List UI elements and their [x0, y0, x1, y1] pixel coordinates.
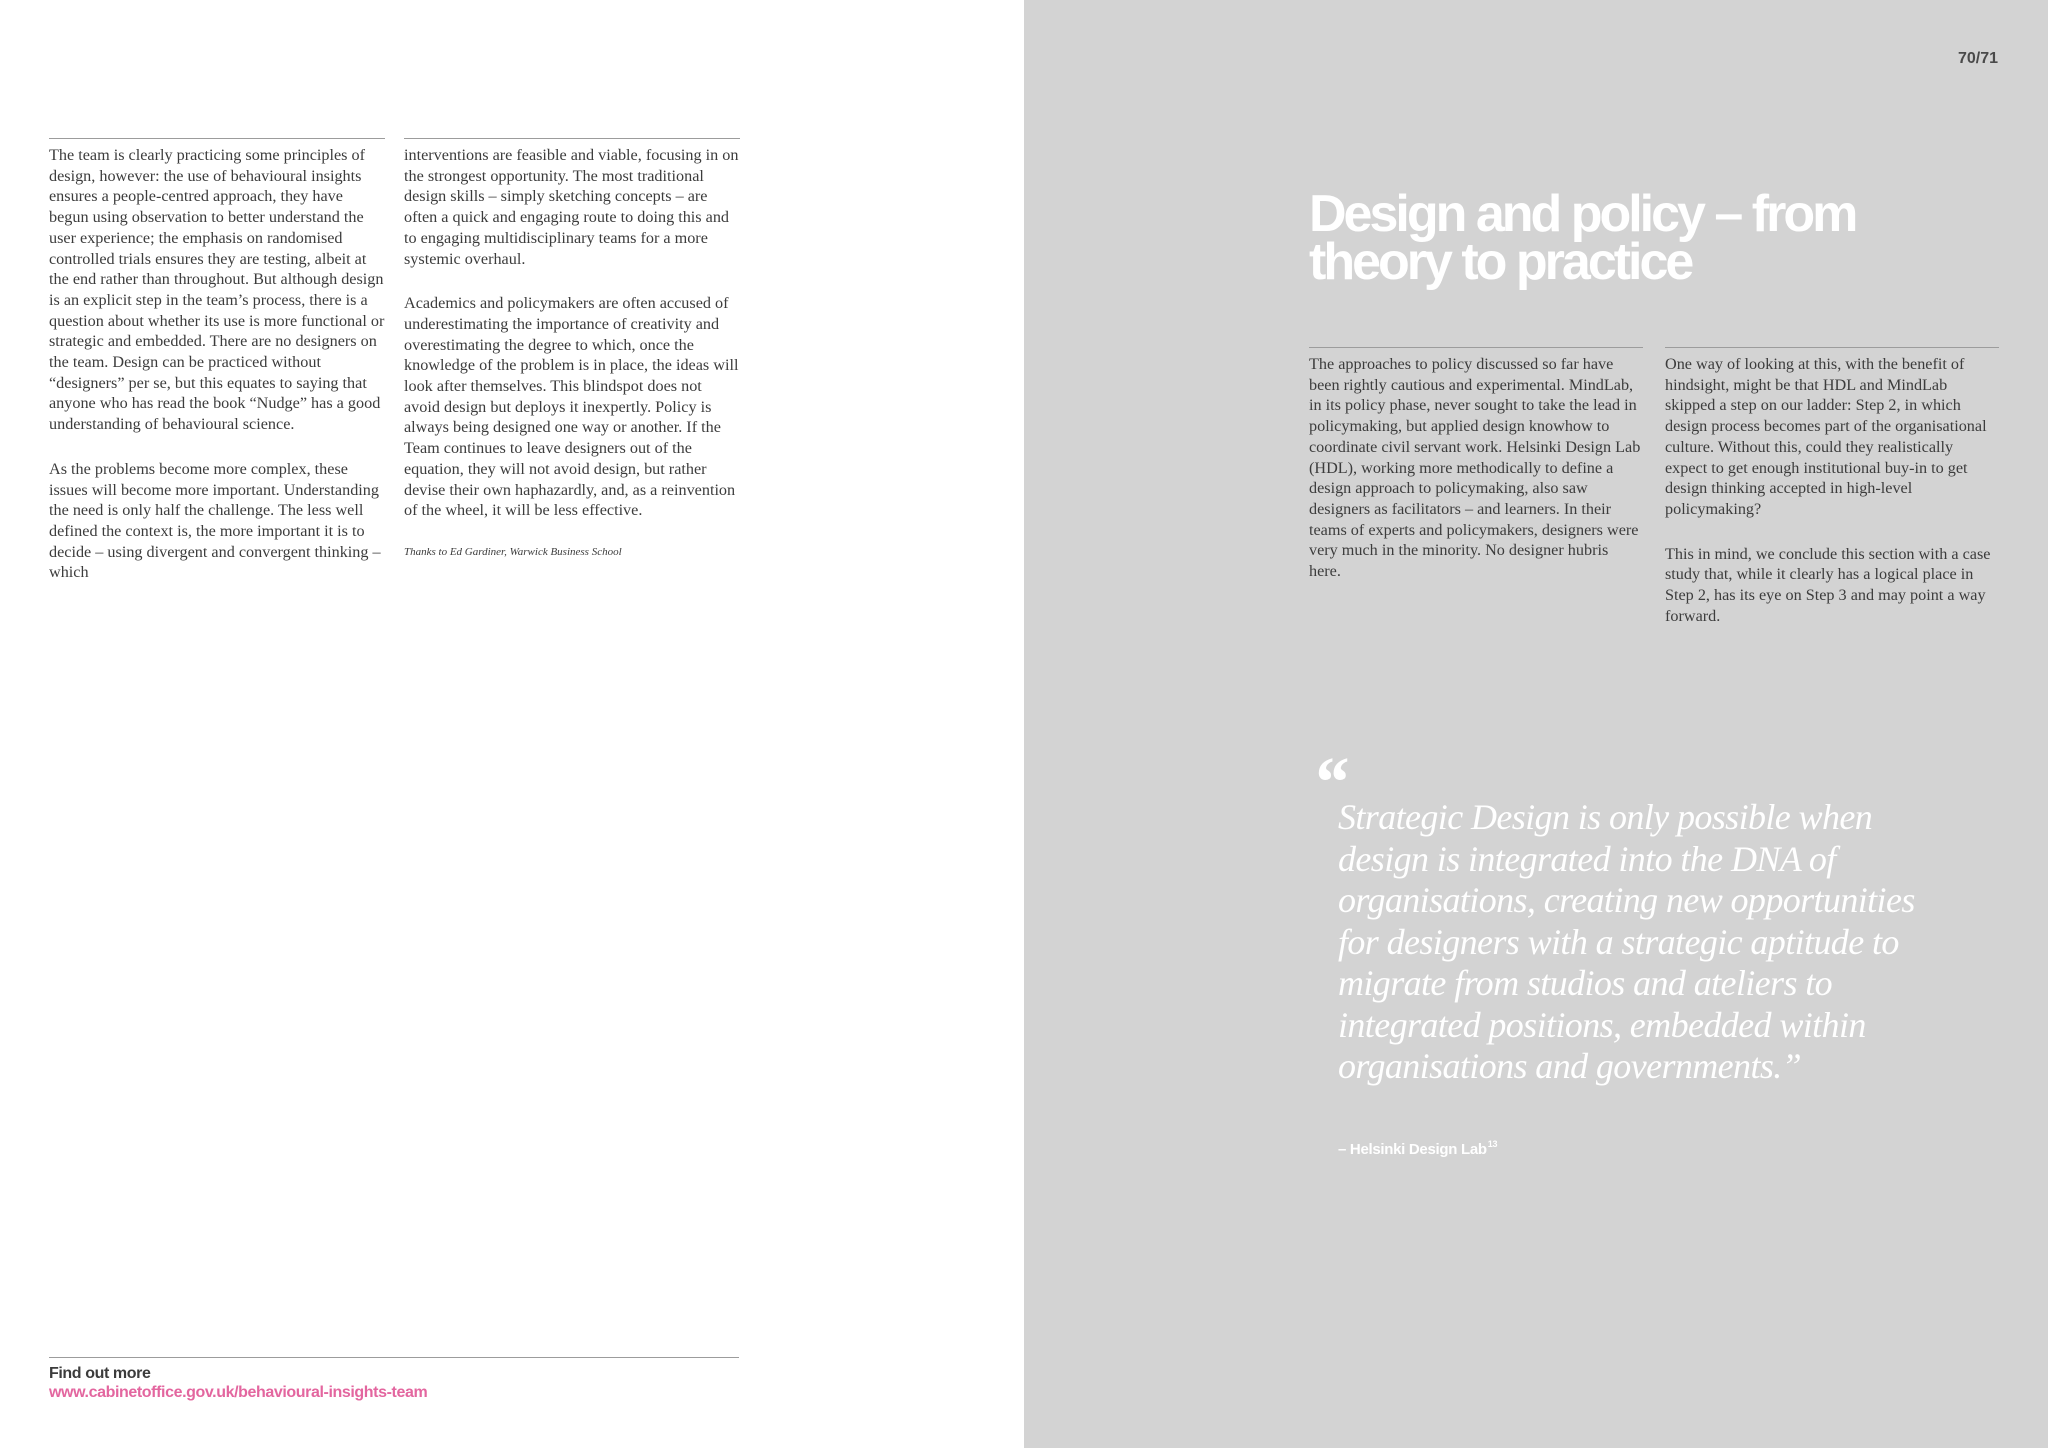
right-col2-paragraph-2: This in mind, we conclude this section with a case study that, while it clearly has a logical place in Step 2, has its eye on Step 3 and may point a way forward.	[1665, 544, 1991, 625]
left-col1-paragraph-2: As the problems become more complex, these issues will become more important. Understanding the need is only half the challenge. The less well defined the context is, the more important it is to decide – using divergent and convergent thinking – which	[49, 459, 381, 582]
right-col2-paragraph-1: One way of looking at this, with the benefit of hindsight, might be that HDL and MindLab skipped a step on our ladder: Step 2, in which design process becomes part of the organisational culture. Without this, could they realistically expect to get enough institutional buy-in to get design thinking accepted in high-level policymaking?	[1665, 355, 1987, 518]
left-text-column-2	[404, 138, 740, 583]
page-number: 70/71	[1957, 50, 1998, 67]
right-text-column-2	[1665, 347, 1999, 650]
cabinet-office-link[interactable]: www.cabinetoffice.gov.uk/behavioural-insights-team	[49, 1384, 428, 1401]
find-out-more-heading: Find out more	[49, 1365, 151, 1382]
find-out-more-footer	[49, 1357, 739, 1402]
acknowledgement-note: Thanks to Ed Gardiner, Warwick Business School	[404, 545, 622, 558]
attribution-text: – Helsinki Design Lab	[1338, 1141, 1487, 1158]
left-col2-paragraph-1: interventions are feasible and viable, focusing in on the strongest opportunity. The most traditional design skills – simply sketching concepts – are often a quick and engaging route to doing this and to engaging multidisciplinary teams for a more systemic overhaul.	[404, 146, 739, 268]
quote-attribution	[1338, 1141, 1497, 1158]
right-text-column-1	[1309, 347, 1643, 606]
section-title: Design and policy – from theory to practice	[1309, 185, 1856, 291]
right-col1-paragraph-1: The approaches to policy discussed so far have been rightly cautious and experimental. MindLab, in its policy phase, never sought to take the lead in policymaking, but applied design knowhow to coordinate civil servant work. Helsinki Design Lab (HDL), working more methodically to define a design approach to policymaking, also saw designers as facilitators – and learners. In their teams of experts and policymakers, designers were very much in the minority. No designer hubris here.	[1309, 355, 1641, 581]
pull-quote: Strategic Design is only possible when design is integrated into the DNA of organisations, creating new opportunities for designers with a strategic aptitude to migrate from studios and ateliers to integrated positions, embedded within organisations and governments.”	[1338, 797, 1915, 1086]
left-col2-paragraph-2: Academics and policymakers are often accused of underestimating the importance of creativity and overestimating the degree to which, once the knowledge of the problem is in place, the ideas will look after themselves. This blindspot does not avoid design but deploys it inexpertly. Policy is always being designed one way or another. If the Team continues to leave designers out of the equation, they will not avoid design, but rather devise their own haphazardly, and, as a reinvention of the wheel, it will be less effective.	[404, 294, 739, 520]
left-col1-paragraph-1: The team is clearly practicing some principles of design, however: the use of behavioural insights ensures a people-centred approach, they have begun using observation to better understand the user experience; the emphasis on randomised controlled trials ensures they are testing, albeit at the end rather than throughout. But although design is an explicit step in the team’s process, there is a question about whether its use is more functional or strategic and embedded. There are no designers on the team. Design can be practiced without “designers” per se, but this equates to saying that anyone who has read the book “Nudge” has a good understanding of behavioural science.	[49, 146, 385, 434]
open-quote-icon: “	[1312, 742, 1348, 822]
footnote-reference: 13	[1487, 1139, 1498, 1149]
left-text-column-1	[49, 138, 385, 607]
